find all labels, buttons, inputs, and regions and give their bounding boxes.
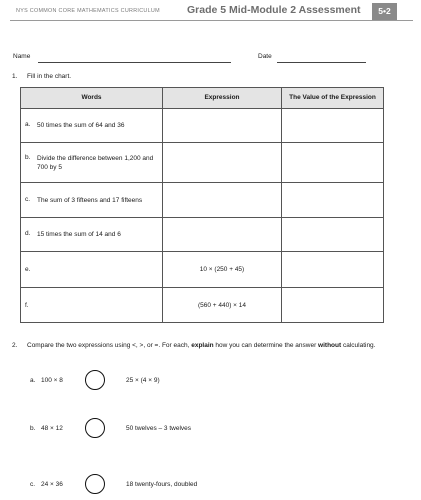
right-expression: 50 twelves – 3 twelves (126, 425, 192, 432)
right-expression: 25 × (4 × 9) (126, 377, 160, 384)
date-label: Date (258, 53, 272, 60)
prompt-text: calculating. (341, 342, 376, 349)
column-header-expression: Expression (163, 88, 282, 109)
row-words: 50 times the sum of 64 and 36 (37, 122, 125, 129)
row-letter: c. (25, 195, 31, 203)
table-row (21, 109, 384, 143)
row-words: Divide the difference between 1,200 and 700 by 5 (37, 154, 154, 171)
column-header-words: Words (21, 88, 163, 109)
words-cell (21, 218, 163, 252)
question-number: 2. (12, 342, 18, 349)
date-field[interactable] (277, 62, 366, 63)
table-row (21, 218, 384, 252)
column-header-value: The Value of the Expression (282, 88, 384, 109)
page-header (10, 3, 413, 20)
comparison-item (0, 418, 421, 442)
question-2-prompt (12, 341, 382, 351)
row-letter: a. (25, 121, 31, 128)
words-cell[interactable] (21, 288, 163, 323)
expression-cell[interactable] (163, 183, 282, 218)
table-row (21, 183, 384, 218)
comparison-item (0, 474, 421, 498)
expression-chart (20, 87, 384, 323)
item-letter: c. (30, 481, 36, 488)
row-letter: b. (25, 153, 31, 161)
module-badge: 5•2 (372, 3, 397, 20)
row-letter: e. (25, 266, 31, 273)
curriculum-label: NYS COMMON CORE MATHEMATICS CURRICULUM (16, 8, 160, 14)
prompt-text: Compare the two expressions using <, >, or =. For each, (27, 342, 192, 349)
value-cell[interactable] (282, 288, 384, 323)
item-letter: a. (30, 377, 36, 384)
row-letter: f. (25, 301, 29, 309)
words-cell[interactable] (21, 252, 163, 288)
item-letter: b. (30, 425, 36, 432)
header-divider (10, 20, 413, 21)
comparison-circle[interactable] (85, 474, 105, 494)
left-expression: 24 × 36 (41, 481, 63, 488)
assessment-title: Grade 5 Mid-Module 2 Assessment (187, 4, 361, 16)
prompt-emphasis: explain (191, 342, 214, 349)
expression-cell[interactable] (163, 143, 282, 183)
value-cell[interactable] (282, 252, 384, 288)
row-words: The sum of 3 fifteens and 17 fifteens (37, 196, 143, 204)
expression-cell[interactable] (163, 218, 282, 252)
row-letter: d. (25, 230, 31, 237)
words-cell (21, 109, 163, 143)
question-text: Fill in the chart. (27, 73, 72, 80)
table-row (21, 252, 384, 288)
question-number: 1. (12, 73, 18, 80)
comparison-item (0, 370, 421, 394)
left-expression: 48 × 12 (41, 425, 63, 432)
right-expression: 18 twenty-fours, doubled (126, 481, 198, 488)
comparison-circle[interactable] (85, 418, 105, 438)
words-cell (21, 143, 163, 183)
table-row (21, 143, 384, 183)
value-cell[interactable] (282, 109, 384, 143)
value-cell[interactable] (282, 143, 384, 183)
left-expression: 100 × 8 (41, 377, 63, 384)
chart-header-row (21, 88, 384, 109)
words-cell (21, 183, 163, 218)
prompt-emphasis: without (318, 342, 342, 349)
expression-cell: 10 × (250 + 45) (163, 252, 282, 288)
value-cell[interactable] (282, 218, 384, 252)
expression-cell: (560 + 440) × 14 (163, 288, 282, 323)
table-row (21, 288, 384, 323)
name-label: Name (13, 53, 31, 60)
row-words: 15 times the sum of 14 and 6 (37, 231, 121, 238)
question-text (27, 341, 382, 351)
expression-cell[interactable] (163, 109, 282, 143)
comparison-circle[interactable] (85, 370, 105, 390)
prompt-text: how you can determine the answer (213, 342, 319, 349)
value-cell[interactable] (282, 183, 384, 218)
name-field[interactable] (38, 62, 231, 63)
